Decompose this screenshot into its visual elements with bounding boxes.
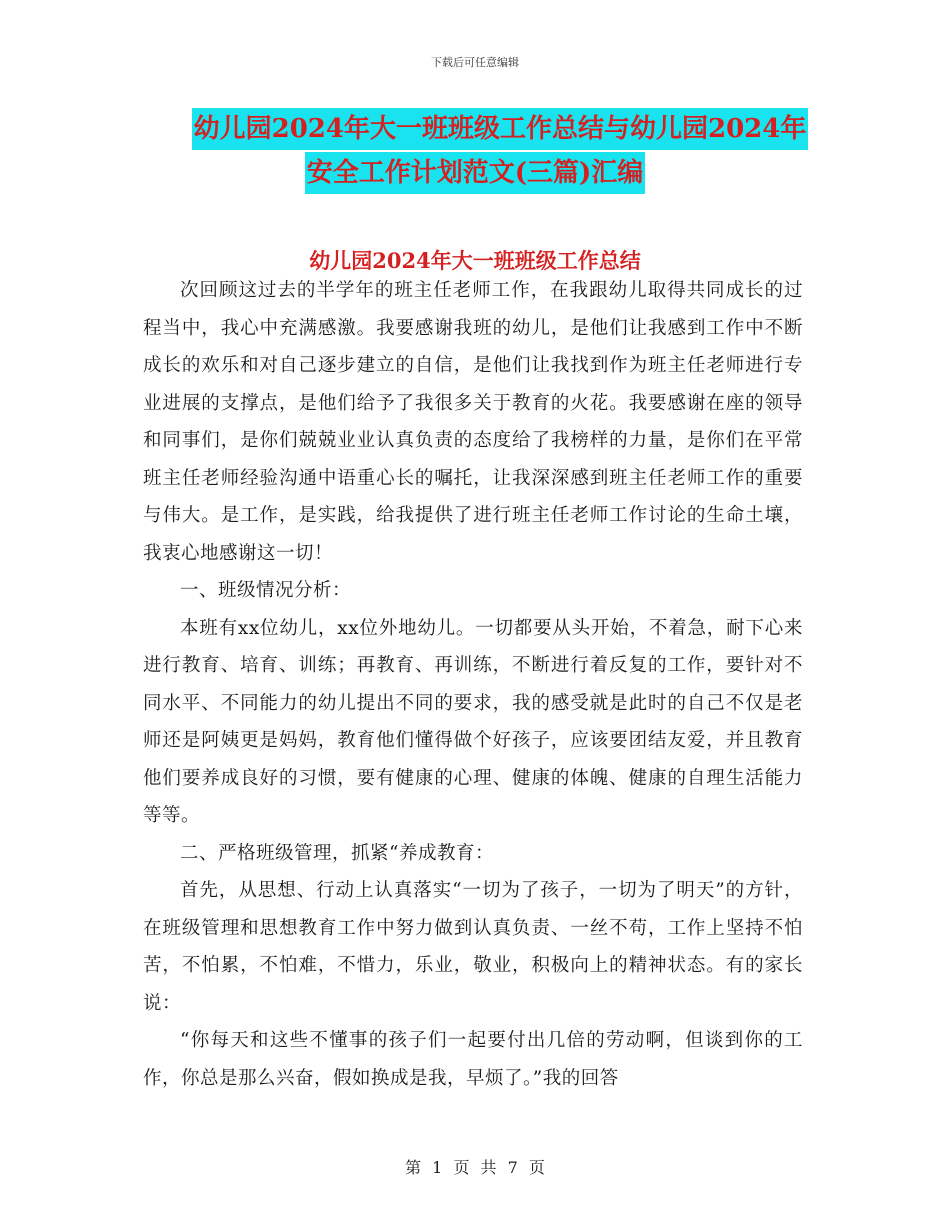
document-title-line-2: 安全工作计划范文(三篇)汇编 — [0, 160, 950, 186]
paragraph-intro: 次回顾这过去的半学年的班主任老师工作，在我跟幼儿取得共同成长的过程当中，我心中充满感激。我要感谢我班的幼儿，是他们让我感到工作中不断成长的欢乐和对自己逐步建立的自信，是他们让我找到作为班主任老师进行专业进展的支撑点，是他们给予了我很多关于教育的火花。我要感谢在座的领导和同事们，是你们兢兢业业认真负责的态度给了我榜样的力量，是你们在平常班主任老师经验沟通中语重心长的嘱托，让我深深感到班主任老师工作的重要与伟大。是工作，是实践，给我提供了进行班主任老师工作讨论的生命土壤，我衷心地感谢这一切！ — [143, 280, 803, 564]
paragraph-quote: “你每天和这些不懂事的孩子们一起要付出几倍的劳动啊，但谈到你的工作，你总是那么兴奋，假如换成是我，早烦了。”我的回答 — [143, 1030, 803, 1089]
paragraph-management: 首先，从思想、行动上认真落实“一切为了孩子，一切为了明天”的方针，在班级管理和思想教育工作中努力做到认真负责、一丝不苟，工作上坚持不怕苦，不怕累，不怕难，不惜力，乐业，敬业，积极向上的精神状态。有的家长说： — [143, 880, 803, 1014]
section-title: 幼儿园2024年大一班班级工作总结 — [309, 248, 641, 273]
page-header-note: 下载后可任意编辑 — [431, 56, 519, 69]
heading-class-analysis: 一、班级情况分析： — [180, 580, 352, 601]
document-body — [143, 272, 803, 1097]
heading-class-management: 二、严格班级管理，抓紧“养成教育： — [180, 842, 494, 864]
page-number-footer: 第 1 页 共 7 页 — [405, 1158, 545, 1177]
paragraph-class-analysis: 本班有xx位幼儿，xx位外地幼儿。一切都要从头开始，不着急，耐下心来进行教育、培育、训练；再教育、再训练，不断进行着反复的工作，要针对不同水平、不同能力的幼儿提出不同的要求，我的感受就是此时的自己不仅是老师还是阿姨更是妈妈，教育他们懂得做个好孩子，应该要团结友爱，并且教育他们要养成良好的习惯，要有健康的心理、健康的体魄、健康的自理生活能力等等。 — [143, 617, 803, 826]
document-title-line-1: 幼儿园2024年大一班班级工作总结与幼儿园2024年 — [0, 116, 950, 142]
